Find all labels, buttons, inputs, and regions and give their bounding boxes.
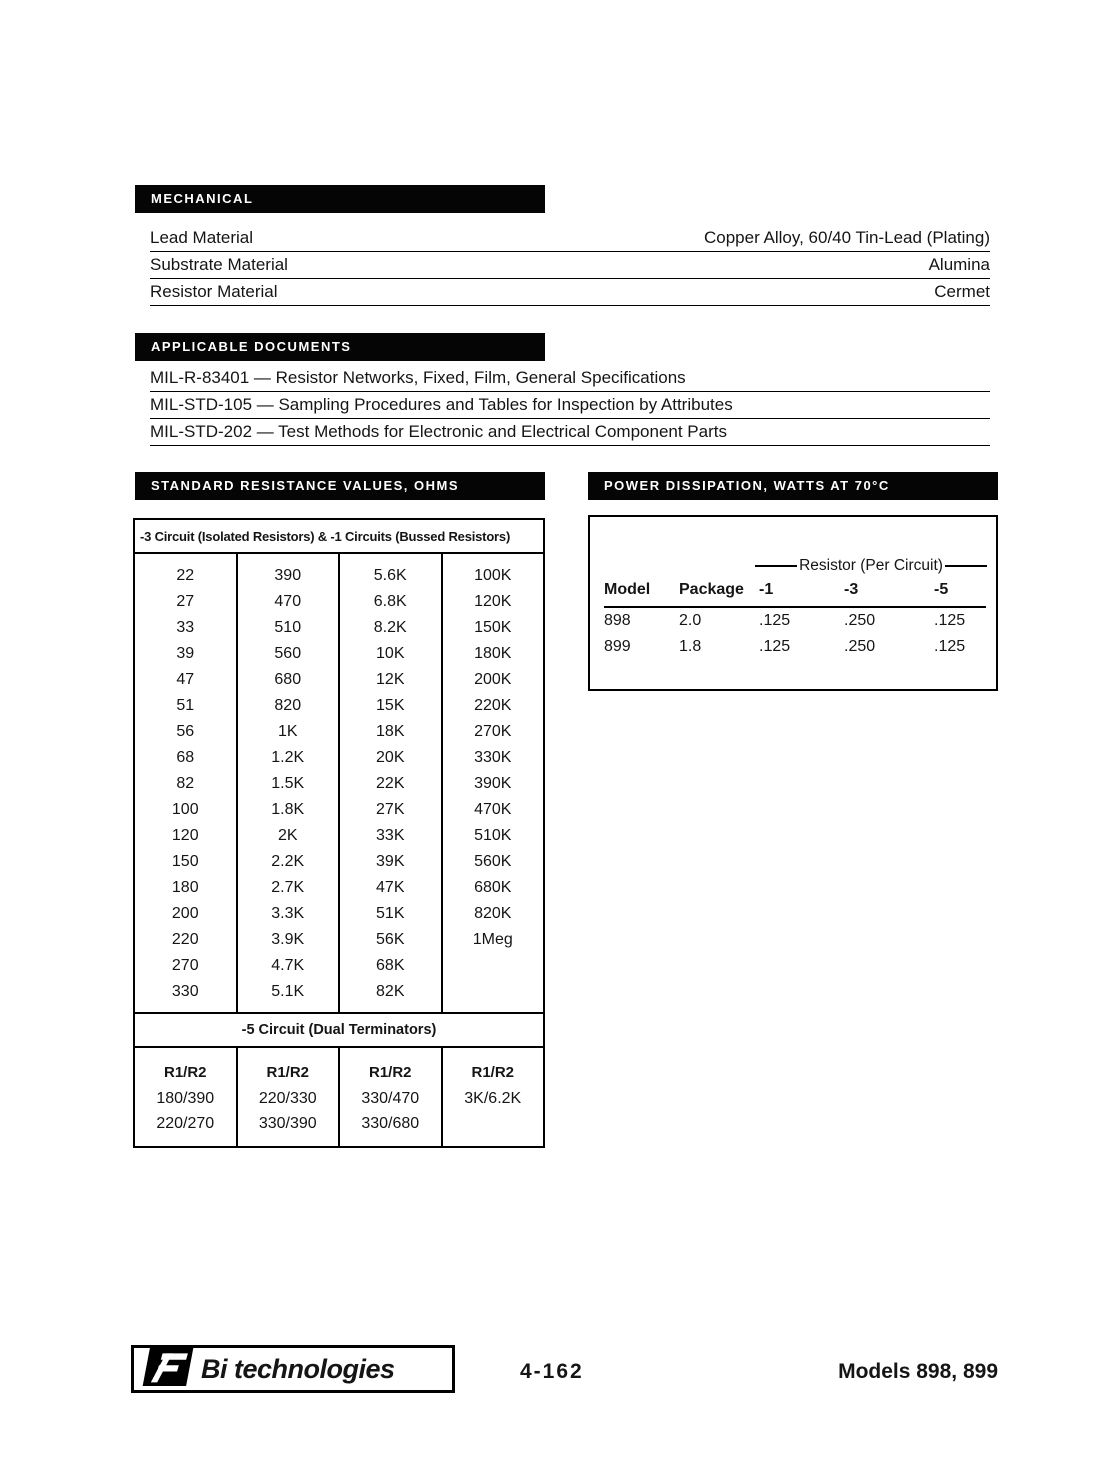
resistance-value (443, 953, 544, 979)
dual-terminator-value: 180/390 (156, 1090, 215, 1107)
resistance-value: 39 (176, 645, 195, 662)
resistance-value: 10K (376, 645, 405, 662)
resistance-value: 220 (171, 931, 199, 948)
applicable-documents-section-header: APPLICABLE DOCUMENTS (135, 333, 545, 361)
document-row: MIL-R-83401 — Resistor Networks, Fixed, Film, General Specifications (150, 365, 990, 392)
spec-row (150, 279, 990, 306)
resistance-value: 5.6K (373, 567, 407, 584)
resistance-value: 100 (171, 801, 199, 818)
bi-logo-icon (142, 1348, 194, 1391)
resistance-value: 68 (176, 749, 195, 766)
header-rule-right (945, 565, 987, 567)
power-value: 2.0 (679, 612, 702, 629)
resistance-value: 680K (474, 879, 512, 896)
resistance-value: 51 (176, 697, 195, 714)
dual-column-header: R1/R2 (471, 1064, 515, 1081)
resistance-value: 3.9K (271, 931, 305, 948)
applicable-documents-list (150, 365, 990, 446)
models-label: Models 898, 899 (838, 1360, 998, 1383)
logo-wordmark: Bi technologies (201, 1353, 395, 1384)
resistance-value: 120 (171, 827, 199, 844)
resistance-value: 150K (474, 619, 512, 636)
dual-terminator-value: 330/390 (258, 1115, 317, 1132)
power-column-header: -3 (844, 581, 859, 598)
resistance-value: 1.8K (271, 801, 305, 818)
power-column-header: -5 (934, 581, 949, 598)
power-column-header: Package (679, 581, 744, 598)
power-value: .250 (844, 638, 876, 655)
spec-label: Substrate Material (150, 255, 288, 274)
bi-technologies-logo (131, 1345, 455, 1393)
spec-value: Cermet (934, 282, 990, 301)
resistance-value: 510K (474, 827, 512, 844)
resistance-value: 220K (474, 697, 512, 714)
power-dissipation-section-header: POWER DISSIPATION, WATTS AT 70°C (588, 472, 998, 500)
resistance-column (236, 554, 339, 1012)
spec-label: Lead Material (150, 228, 254, 247)
resistance-value: 330 (171, 983, 199, 1000)
spec-row (150, 252, 990, 279)
resistance-value: 470K (474, 801, 512, 818)
resistance-value: 180 (171, 879, 199, 896)
dual-terminator-column (135, 1048, 236, 1146)
resistance-value: 4.7K (271, 957, 305, 974)
dual-terminator-column (441, 1048, 544, 1146)
dual-terminator-value: 220/270 (156, 1115, 215, 1132)
resistance-value: 68K (376, 957, 405, 974)
power-value: 1.8 (679, 638, 702, 655)
resistor-per-circuit-label: Resistor (Per Circuit) (799, 557, 943, 574)
mechanical-section-header: MECHANICAL (135, 185, 545, 213)
power-value: 899 (604, 638, 631, 655)
resistance-value: 6.8K (373, 593, 407, 610)
resistance-value: 270K (474, 723, 512, 740)
document-row: MIL-STD-202 — Test Methods for Electronic and Electrical Component Parts (150, 419, 990, 446)
resistance-value: 510 (274, 619, 302, 636)
resistance-value: 100K (474, 567, 512, 584)
dual-column-header: R1/R2 (163, 1064, 207, 1081)
standard-resistance-section-header: STANDARD RESISTANCE VALUES, OHMS (135, 472, 545, 500)
resistance-column (135, 554, 236, 1012)
resistance-value: 20K (376, 749, 405, 766)
resistance-value: 8.2K (373, 619, 407, 636)
resistance-value: 33K (376, 827, 405, 844)
dual-terminator-value: 220/330 (258, 1090, 317, 1107)
resistance-value: 200 (171, 905, 199, 922)
dual-terminator-value: 330/680 (361, 1115, 420, 1132)
resistance-value: 120K (474, 593, 512, 610)
dual-terminator-value: 330/470 (361, 1090, 420, 1107)
resistance-value: 390 (274, 567, 302, 584)
resistance-value: 56 (176, 723, 195, 740)
page-number: 4-162 (520, 1360, 584, 1383)
power-value: .125 (759, 638, 791, 655)
resistance-value: 1.2K (271, 749, 305, 766)
document-row: MIL-STD-105 — Sampling Procedures and Tables for Inspection by Attributes (150, 392, 990, 419)
spec-row (150, 225, 990, 252)
resistance-value: 12K (376, 671, 405, 688)
resistance-value: 82K (376, 983, 405, 1000)
power-data-row (604, 608, 986, 634)
resistance-value: 200K (474, 671, 512, 688)
resistance-value: 820K (474, 905, 512, 922)
resistance-value: 27 (176, 593, 195, 610)
resistance-value: 470 (274, 593, 302, 610)
power-dissipation-table (588, 515, 998, 691)
resistance-value: 18K (376, 723, 405, 740)
resistance-value: 27K (376, 801, 405, 818)
resistance-value: 2.2K (271, 853, 305, 870)
dual-terminators-header: -5 Circuit (Dual Terminators) (135, 1012, 543, 1048)
resistance-value: 47 (176, 671, 195, 688)
resistance-value: 1.5K (271, 775, 305, 792)
resistance-value: 1K (277, 723, 298, 740)
power-value: 898 (604, 612, 631, 629)
dual-column-header: R1/R2 (266, 1064, 310, 1081)
resistance-value: 33 (176, 619, 195, 636)
dual-terminators-columns (135, 1048, 543, 1146)
resistance-value: 680 (274, 671, 302, 688)
resistance-value: 560 (274, 645, 302, 662)
resistance-value: 47K (376, 879, 405, 896)
spec-value: Copper Alloy, 60/40 Tin-Lead (Plating) (703, 228, 990, 247)
resistance-values-table (133, 518, 545, 1148)
resistor-per-circuit-header (755, 557, 987, 575)
resistance-value: 82 (176, 775, 195, 792)
dual-terminator-value (443, 1111, 544, 1136)
resistance-columns (135, 554, 543, 1012)
power-value: .250 (844, 612, 876, 629)
power-value: .125 (759, 612, 791, 629)
resistance-value: 51K (376, 905, 405, 922)
resistance-value: 180K (474, 645, 512, 662)
mechanical-spec-list (150, 225, 990, 306)
resistance-value: 56K (376, 931, 405, 948)
dual-column-header: R1/R2 (368, 1064, 412, 1081)
dual-terminator-column (236, 1048, 339, 1146)
resistance-value (443, 979, 544, 1005)
power-dissipation-grid (604, 581, 986, 660)
resistance-value: 22 (176, 567, 195, 584)
power-column-header: Model (604, 581, 651, 598)
header-rule-left (755, 565, 797, 567)
resistance-table-header: -3 Circuit (Isolated Resistors) & -1 Circuits (Bussed Resistors) (135, 520, 543, 554)
resistance-value: 560K (474, 853, 512, 870)
resistance-value: 39K (376, 853, 405, 870)
resistance-value: 390K (474, 775, 512, 792)
power-value: .125 (934, 612, 966, 629)
resistance-value: 330K (474, 749, 512, 766)
resistance-column (441, 554, 544, 1012)
resistance-value: 15K (376, 697, 405, 714)
power-column-header: -1 (759, 581, 774, 598)
dual-terminator-column (338, 1048, 441, 1146)
resistance-value: 1Meg (472, 931, 513, 948)
resistance-value: 270 (171, 957, 199, 974)
power-value: .125 (934, 638, 966, 655)
spec-label: Resistor Material (150, 282, 278, 301)
spec-value: Alumina (928, 255, 990, 274)
resistance-value: 820 (274, 697, 302, 714)
resistance-value: 150 (171, 853, 199, 870)
resistance-value: 5.1K (271, 983, 305, 1000)
power-header-row (604, 581, 986, 608)
resistance-column (338, 554, 441, 1012)
resistance-value: 22K (376, 775, 405, 792)
resistance-value: 3.3K (271, 905, 305, 922)
dual-terminator-value: 3K/6.2K (464, 1090, 522, 1107)
resistance-value: 2.7K (271, 879, 305, 896)
resistance-value: 2K (277, 827, 298, 844)
power-data-row (604, 634, 986, 660)
